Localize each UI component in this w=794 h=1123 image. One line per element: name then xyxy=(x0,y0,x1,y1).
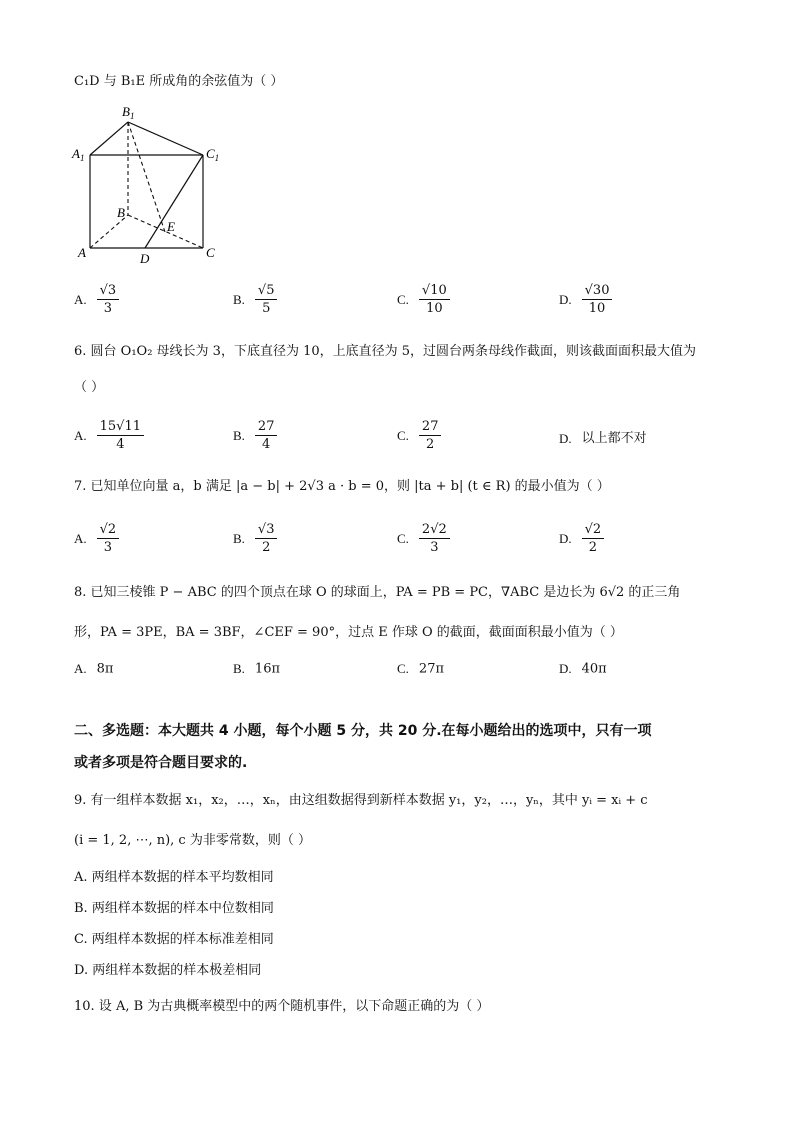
segment-b1e xyxy=(128,122,165,232)
q6-option-c: C. $\frac{27}{2}$ xyxy=(397,418,441,453)
label-a: A xyxy=(78,245,86,260)
label-c1: $C_1$ xyxy=(206,146,220,163)
q8-option-b: B. 16π xyxy=(233,661,281,677)
label-b: B xyxy=(117,205,125,220)
q9-stem: 9. 有一组样本数据 x₁，x₂，…，xₙ，由这组数据得到新样本数据 y₁，y₂，…，yₙ，其中 yᵢ = xᵢ + c xyxy=(74,793,648,808)
q5-option-c: C. $\frac{√10}{10}$ xyxy=(397,282,450,317)
q6-stem-cont: （ ） xyxy=(74,380,105,395)
label-a1: $A_1$ xyxy=(72,146,85,163)
q7-option-b: B. $\frac{√3}{2}$ xyxy=(233,521,277,556)
q6-option-d: D. 以上都不对 xyxy=(559,430,647,446)
prism-figure xyxy=(70,100,230,270)
label-d: D xyxy=(140,251,150,266)
section2-heading: 二、多选题：本大题共 4 小题，每个小题 5 分，共 20 分.在每小题给出的选项中，只有一项 xyxy=(74,723,652,739)
q7-stem: 7. 已知单位向量 a，b 满足 |a − b| + 2√3 a · b = 0，则 |ta + b| (t ∈ R) 的最小值为（ ） xyxy=(74,479,610,494)
q5-stem: C₁D 与 B₁E 所成角的余弦值为（ ） xyxy=(74,74,284,89)
q6-option-b: B. $\frac{27}{4}$ xyxy=(233,418,277,453)
q6-stem: 6. 圆台 O₁O₂ 母线长为 3，下底直径为 10，上底直径为 5，过圆台两条母线作截面，则该截面面积最大值为 xyxy=(74,344,697,359)
q9-stem-cont: (i = 1, 2, ⋯, n), c 为非零常数，则（ ） xyxy=(74,833,311,848)
q8-option-c: C. 27π xyxy=(397,661,445,677)
q5-option-b: B. $\frac{√5}{5}$ xyxy=(233,282,277,317)
edge-b1c1 xyxy=(128,122,203,155)
q7-option-d: D. $\frac{√2}{2}$ xyxy=(559,521,604,556)
q6-option-a: A. $\frac{15√11}{4}$ xyxy=(74,418,144,453)
q8-option-d: D. 40π xyxy=(559,661,607,677)
section2-heading-cont: 或者多项是符合题目要求的. xyxy=(74,755,248,771)
q5-option-d: D. $\frac{√30}{10}$ xyxy=(559,282,612,317)
edge-a1b1 xyxy=(90,122,128,155)
q5-option-a: A. $\frac{√3}{3}$ xyxy=(74,282,119,317)
label-b1: $B_1$ xyxy=(122,104,135,121)
q9-option-d: D. 两组样本数据的样本极差相同 xyxy=(74,963,262,978)
edge-bc xyxy=(128,215,203,248)
q8-stem: 8. 已知三棱锥 P − ABC 的四个顶点在球 O 的球面上，PA = PB = PC，∇ABC 是边长为 6√2 的正三角 xyxy=(74,585,681,600)
segment-c1d xyxy=(145,155,203,248)
q10-stem: 10. 设 A, B 为古典概率模型中的两个随机事件，以下命题正确的为（ ） xyxy=(74,999,490,1014)
q7-option-c: C. $\frac{2√2}{3}$ xyxy=(397,521,450,556)
q9-option-b: B. 两组样本数据的样本中位数相同 xyxy=(74,901,274,916)
q7-option-a: A. $\frac{√2}{3}$ xyxy=(74,521,119,556)
q9-option-c: C. 两组样本数据的样本标准差相同 xyxy=(74,932,274,947)
q8-stem-cont: 形，PA = 3PE，BA = 3BF，∠CEF = 90°，过点 E 作球 O 的截面，截面面积最小值为（ ） xyxy=(74,625,623,640)
q8-option-a: A. 8π xyxy=(74,661,114,677)
q9-option-a: A. 两组样本数据的样本平均数相同 xyxy=(74,870,274,885)
label-e: E xyxy=(167,219,175,234)
label-c: C xyxy=(206,245,215,260)
